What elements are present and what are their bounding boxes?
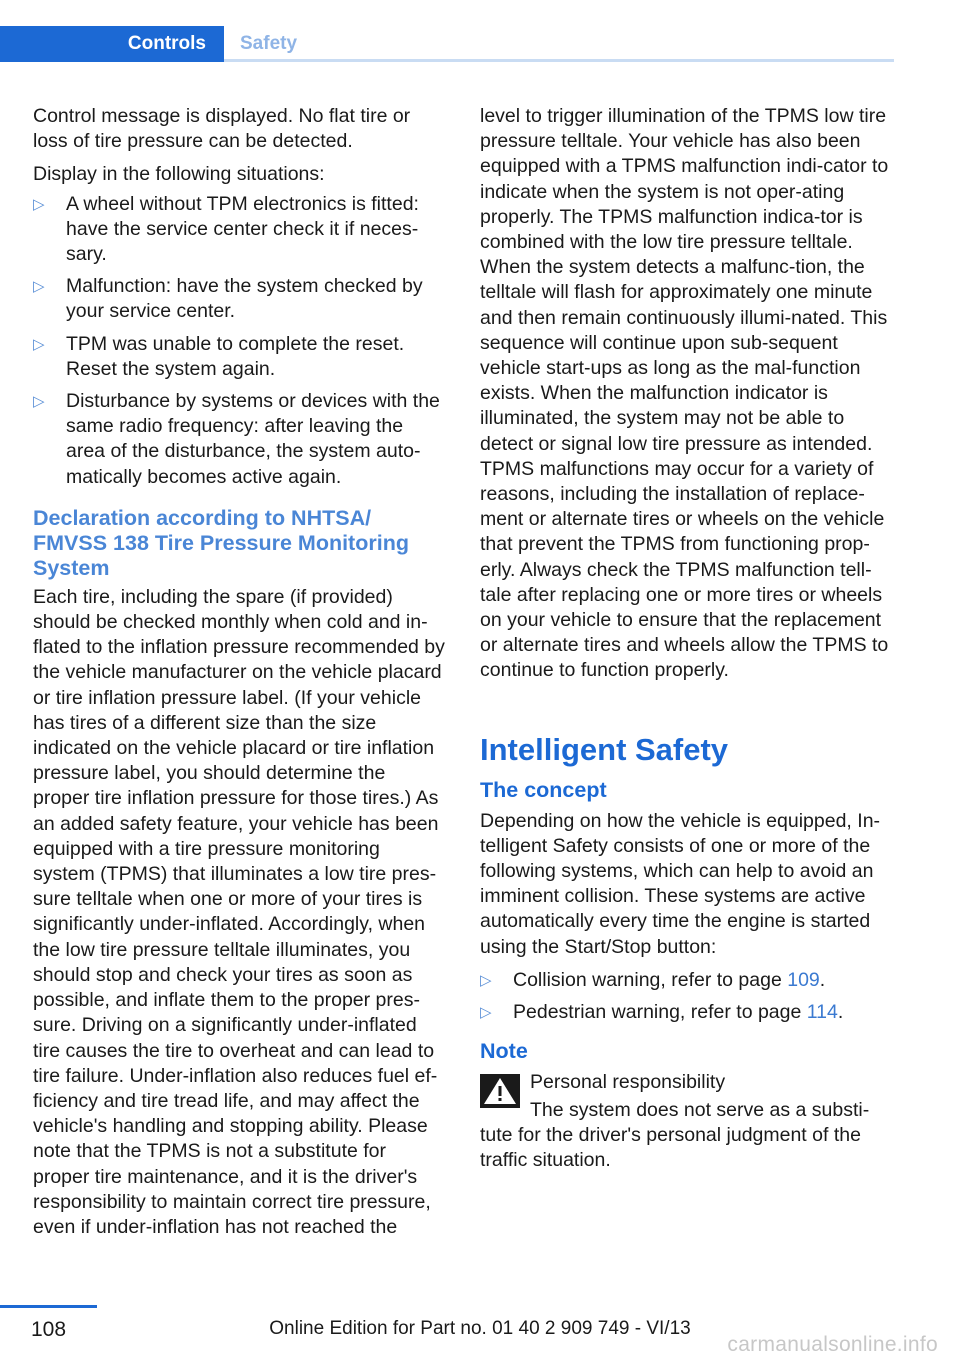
triangle-bullet-icon: ▷ — [33, 278, 45, 296]
declaration-heading: Declaration according to NHTSA/ FMVSS 138 Tire Pressure Monitoring System — [33, 505, 409, 580]
page-number: 108 — [30, 1318, 67, 1341]
note-title: Personal responsibility — [530, 1071, 726, 1094]
list-item-text: Collision warning, refer to page — [513, 968, 788, 991]
list-item-text: A wheel without TPM electronics is fitted: have the service center check it if neces‐sary. — [66, 192, 419, 266]
triangle-bullet-icon: ▷ — [33, 195, 45, 213]
list-item — [33, 332, 446, 382]
note-heading: Note — [480, 1039, 528, 1064]
list-item-text: Malfunction: have the system checked by your service center. — [66, 275, 423, 323]
intro-paragraph: Control message is displayed. No flat tire or loss of tire pressure can be detected. — [33, 105, 411, 153]
list-item-text: Pedestrian warning, refer to page — [513, 1001, 807, 1024]
list-item — [480, 1000, 895, 1025]
triangle-bullet-icon: ▷ — [33, 335, 45, 353]
list-item — [480, 968, 895, 993]
tab-controls[interactable]: Controls — [0, 26, 224, 62]
edition-line: Online Edition for Part no. 01 40 2 909 749 - VI/13 — [269, 1318, 691, 1339]
list-item — [33, 389, 446, 490]
header-tabs — [0, 26, 894, 62]
note-text: The system does not serve as a substi‐tute for the driver's personal judgment of the traffic situation. — [480, 1098, 870, 1171]
list-item — [33, 274, 446, 324]
period: . — [819, 968, 826, 991]
tab-underline — [224, 59, 894, 62]
concept-paragraph: Depending on how the vehicle is equipped, In‐telligent Safety consists of one or more of the following systems, which can help to avoid an imminent collision. These systems are active automatically every time the engine is started using the Start/Stop button: — [480, 809, 881, 958]
watermark: carmanualsonline.info — [727, 1333, 938, 1356]
triangle-bullet-icon: ▷ — [33, 393, 45, 411]
list-item — [33, 192, 446, 268]
left-column — [33, 104, 446, 1248]
list-item-text: TPM was unable to complete the reset. Reset the system again. — [66, 332, 405, 380]
situations-list — [33, 192, 446, 490]
page-link-114[interactable]: 114 — [806, 1001, 838, 1024]
warning-icon — [480, 1074, 520, 1108]
systems-list — [480, 968, 895, 1025]
note-box — [480, 1070, 895, 1173]
page-link-109[interactable]: 109 — [787, 968, 820, 991]
section-title: Intelligent Safety — [480, 731, 729, 767]
concept-heading: The concept — [480, 777, 607, 802]
declaration-paragraph: Each tire, including the spare (if provided) should be checked monthly when cold and in‐flated to the inflation pressure recommended by the vehicle manufacturer on the vehicle placard or tire inflation pressure label. (If your vehicle has tires of a different size than the size indicated on the vehicle placard or tire inflation pressure label, you should determine the proper tire inflation pressure for those tires.) As an added safety feature, your vehicle has been equipped with a tire pressure monitoring system (TPMS) that illuminates a low tire pres‐sure telltale when one or more of your tires is significantly under-inflated. Accordingly, when the low tire pressure telltale illuminates, you should stop and check your tires as soon as possible, and inflate them to the proper pres‐sure. Driving on a significantly under-inflated tire causes the tire to overheat and can lead to tire failure. Under-inflation also reduces fuel ef‐ficiency and tire tread life, and may affect the vehicle's handling and stopping ability. Please note that the TPMS is not a substitute for proper tire maintenance, and it is the driver's responsibility to maintain correct tire pressure, even if under-inflation has not reached the — [33, 585, 445, 1238]
continuation-paragraph: level to trigger illumination of the TPMS low tire pressure telltale. Your vehicle has also been equipped with a TPMS malfunction indi‐cator to indicate when the system is not oper‐ating properly. The TPMS malfunction indica‐tor is combined with the low tire pressure telltale. When the system detects a malfunc‐tion, the telltale will flash for approximately one minute and then remain continuously illumi‐nated. This sequence will continue upon sub‐sequent vehicle start-ups as long as the mal‐function exists. When the malfunction indicator is illuminated, the system may not be able to detect or signal low tire pressure as intended. TPMS malfunctions may occur for a variety of reasons, including the installation of replace‐ment or alternate tires or wheels on the vehicle that prevent the TPMS from functioning prop‐erly. Always check the TPMS malfunction tell‐tale after replacing one or more tires or wheels on your vehicle to ensure that the replacement or alternate tires and wheels allow the TPMS to continue to function properly. — [480, 105, 889, 682]
triangle-bullet-icon: ▷ — [480, 971, 492, 989]
right-column — [480, 104, 895, 1181]
situations-title: Display in the following situations: — [33, 163, 325, 186]
list-item-text: Disturbance by systems or devices with the same radio frequency: after leaving the area of the disturbance, the system auto‐matically becomes active again. — [66, 390, 440, 488]
period: . — [837, 1001, 844, 1024]
tab-safety[interactable]: Safety — [240, 33, 298, 54]
triangle-bullet-icon: ▷ — [480, 1004, 492, 1022]
footer-bar — [0, 1305, 97, 1308]
